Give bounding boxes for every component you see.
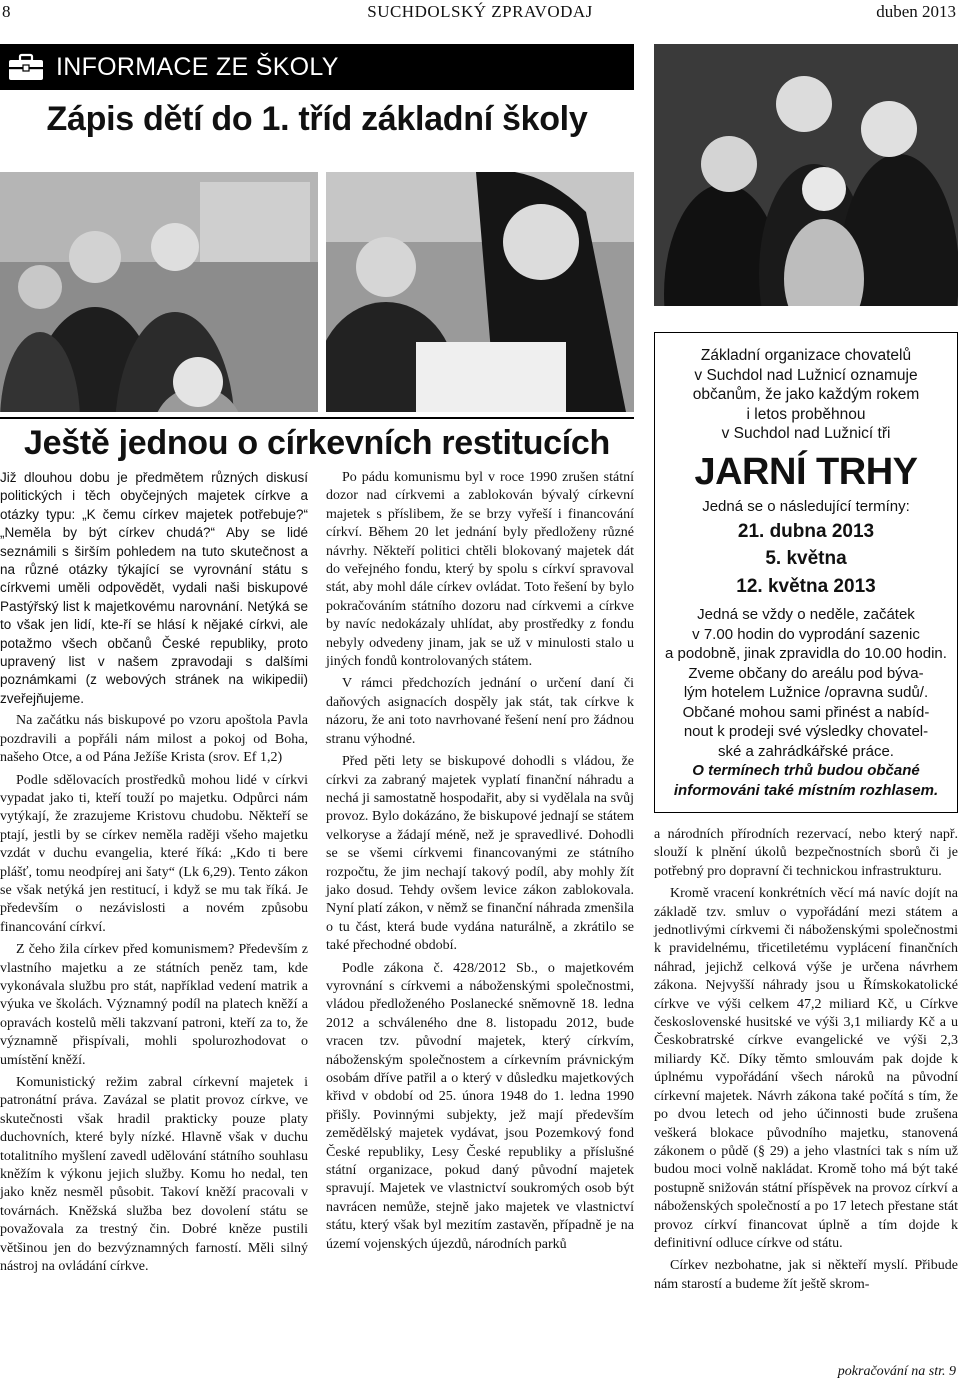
article-paragraph: a národních přírodních rezervací, nebo který např. slouží k plnění úkolů bezpečnostních sborů či je potřebný pro dopravní či technickou infrastrukturu.	[654, 827, 958, 879]
announcement-note-line: O termínech trhů budou občané	[692, 762, 920, 779]
announcement-intro	[655, 346, 957, 444]
market-date: 12. května 2013	[736, 576, 876, 597]
market-announcement-box	[654, 332, 958, 813]
announcement-detail-line: Jedná se vždy o neděle, začátek	[697, 606, 915, 623]
publication-title: SUCHDOLSKÝ ZPRAVODAJ	[367, 2, 593, 21]
article-column-3	[654, 826, 958, 1298]
page-number: 8	[2, 2, 11, 21]
article-paragraph: Již dlouhou dobu je předmětem různých diskusí politických i těch obyčejných majetek církve a otázky typu: „K čemu církev majetek potřebuje?“ „Neměla by být církev chudá?“ Aby se lidé seznámili s širším pohledem na tuto skutečnost a na různé otázky týkající se vyrovnání státu s církvemi uměli odpovědět, vydali naši biskupové Pastýřský list k majetkovému narovnání. Netýká se to však jen lidí, kte-ří se hlásí k nějaké církvi, ale potažmo všech občanů České republiky, proto upravený list v našem zpravodaji s dalšími poznámkami (z webových stránek na wikipedii) zveřejňujeme.	[0, 470, 308, 706]
article-title: Ještě jednou o církevních restitucích	[24, 424, 610, 462]
announcement-detail-line: nout k prodeji své výsledky chovatel-	[683, 723, 929, 740]
announcement-detail-line: lým hotelem Lužnice /opravna sudů/.	[683, 684, 929, 701]
announcement-note	[655, 761, 957, 800]
market-date: 21. dubna 2013	[737, 521, 875, 542]
section-divider	[0, 417, 634, 419]
announcement-intro-line: v Suchdol nad Lužnicí tři	[721, 425, 891, 442]
announcement-detail-line: ské a zahrádkářské práce.	[718, 742, 894, 760]
photo-image	[0, 172, 318, 412]
section-bar	[0, 44, 634, 90]
article-paragraph: Z čeho žila církev před komunismem? Především z vlastního majetku a ze státních peněz tam, kde vykonávala službu pro stát, například vedení matrik a výuka ve školách. Významný podíl na platech kněží a opravách kostelů měli takzvaní patroni, kteří za to, že významně přispívali, mohli spolurozhodovat o umístění kněží.	[0, 942, 308, 1068]
photo-girls-costumes-right	[654, 44, 958, 306]
photo-girls-drawing	[326, 172, 634, 412]
section-label: INFORMACE ZE ŠKOLY	[56, 53, 339, 81]
running-header	[0, 0, 960, 24]
continued-reference[interactable]: pokračování na str. 9	[837, 1364, 956, 1379]
announcement-intro-line: Základní organizace chovatelů	[700, 347, 912, 364]
announcement-intro-line: občanům, že jako každým rokem	[692, 386, 920, 403]
article-paragraph: Komunistický režim zabral církevní majetek i patronátní práva. Zavázal se platit provoz církve, ve skutečnosti však hradil prakticky pouze platy duchovních, které byly nízké. Hlavně však v duchu totalitního myšlení zavedl udělování státního souhlasu kněžím k výkonu jejich služby. Komu ho nedal, ten jako kněz nesměl působit. Takoví kněží pracovali v továrnách. Kněžská služba bez dovolení státu se považovala za trestný čin. Dobré kněze pustili většinou jen do bezvýznamných farností. Měli silný nástroj na ovládání církve.	[0, 1075, 308, 1275]
announcement-note-line: informováni také místním rozhlasem.	[673, 781, 939, 799]
announcement-intro-line: i letos proběhnou	[746, 405, 866, 423]
announcement-details	[655, 605, 957, 761]
photo-children-group-left	[0, 172, 318, 412]
announcement-intro-line: v Suchdol nad Lužnicí oznamuje	[694, 366, 918, 384]
announcement-detail-line: v 7.00 hodin do vyprodání sazenic	[692, 625, 920, 643]
article-paragraph: Podle zákona č. 428/2012 Sb., o majetkovém vyrovnání s církvemi a náboženskými společnostmi, vládou předloženého Poslanecké sněmovně 18. ledna 2012 a schváleného dne 8. listopadu 2012, bude vracen tzv. původní majetek, který církvím, náboženským společnostem a církevním právnickým osobám dříve patřil a o který v důsledku majetkových křivd v období od 25. února 1948 do 1. ledna 1990 přišly. Povinnými subjekty, jež mají především zemědělský majetek vydávat, jsou Pozemkový fond České republiky, Lesy České republiky a příslušné státní organizace, pokud daný původní majetek spravují. Majetek ve vlastnictví soukromých osob být navrácen nemůže, stejně jako majetek ve vlastnictví státu, který však byl mezitím zastavěn, případně je na území vojenských újezdů, národních parků	[326, 960, 634, 1252]
announcement-detail-line: Zveme občany do areálu pod býva-	[688, 664, 924, 682]
article-paragraph: Na začátku nás biskupové po vzoru apoštola Pavla pozdravili a popřáli nám milost a pokoj od Boha, našeho Otce, a od Pána Ježíše Krista (srov. Ef 1,2)	[0, 713, 308, 766]
announcement-title: JARNÍ TRHY	[694, 451, 918, 493]
article-paragraph: Podle sdělovacích prostředků mohou lidé v církvi vypadat jako ti, kteří touží po majetku. Odpůrci nám vytýkají, že zrazujeme Kristovu chudobu. Někteří se ptají, jestli by se církev neměla raději všeho majetku vzdát v duchu evangelia, které říká: „Kdo ti bere plášť, tomu neodpírej ani šaty“ (Lk 6,29). Tento zákon se však netýká jen restitucí, i když se mu tak říká. Je především o nezávislosti a novém způsobu financování církví.	[0, 772, 308, 935]
article-paragraph: Po pádu komunismu byl v roce 1990 zrušen státní dozor nad církvemi a zablokován bývalý církevní majetek s příslibem, že se brzy vyřeší i financování církví. Během 20 let jednání byly předloženy různé návrhy. Někteří politici chtěli blokovaný majetek dát do veřejného fondu, který by spolu s církví spravoval stát, aby mohl dále církev ovládat. Toto řešení by bylo pokračováním státního dozoru nad církvemi a církve by navíc nedokázaly uhlídat, aby prostředky z fondu nebyly odvedeny jinam, jak se už v minulosti stalo u jiných fondů kontrolovaných státem.	[326, 470, 634, 670]
market-date: 5. května	[765, 548, 847, 569]
announcement-subtitle: Jedná se o následující termíny:	[702, 498, 910, 515]
photo-image	[326, 172, 634, 412]
briefcase-icon	[8, 53, 44, 81]
article-paragraph: Před pěti lety se biskupové dohodli s vládou, že církvi za zabraný majetek vyplatí finanční náhradu a nechá ji samostatně hospodařit, aby si vydělala na svůj provoz. Bylo dokázáno, že biskupové jednají se státem velkoryse a žádají méně, než je spravedlivé. Dohodli se se všemi církvemi financovanými ze státního rozpočtu, že jim nechají takový podíl, aby mohly žít jako dosud. Tehdy ovšem levice zákon zablokovala. Nyní platí zákon, v němž se finanční náhrada zmenšila o tu část, která bude vydána naturálně, a zkrátilo se také přechodné období.	[326, 754, 634, 954]
article-column-2	[326, 469, 634, 1258]
issue-date: duben 2013	[876, 2, 956, 21]
school-headline: Zápis dětí do 1. tříd základní školy	[46, 100, 588, 138]
photo-image	[654, 44, 958, 306]
article-column-1	[0, 469, 308, 1280]
article-paragraph: V rámci předchozích jednání o určení daní či daňových asignacích dospěly jak stát, tak církve k názoru, že ani toto navrhované řešení není pro žádnou stranu výhodné.	[326, 676, 634, 747]
article-paragraph: Kromě vracení konkrétních věcí má navíc dojít na základě tzv. smluv o vypořádání mezi státem a jednotlivými církvemi či náboženskými společnostmi k pravidelnému, třicetiletému vyplácení finančních náhrad, jejichž celková výše je určena návrhem zákona. Nejvyšší náhrady jsou u Římskokatolické církve ve výši celkem 47,2 miliard Kč, u Církve československé husitské ve výši 3,1 miliardy Kč a u Českobratrské církve evangelické ve výši 2,3 miliardy Kč. Díky těmto smlouvám pak dojde k úplnému vypořádání všech nároků na původní církevní majetek. Návrh zákona také počítá s tím, že po dvou letech od jeho účinnosti bude zrušena veškerá blokace původního majetku, stanovená zákonem o půdě (§ 29) a jeho vlastníci tak s ním už budou moci volně nakládat. Kromě toho má být také postupně snižován státní příspěvek na provoz církví a náboženských společností a po 17 letech přestane stát provoz církví financovat úplně a tím dojde k definitivní odluce církve od státu.	[654, 886, 958, 1251]
announcement-detail-line: a podobně, jinak zpravidla do 10.00 hodin.	[665, 645, 947, 662]
announcement-detail-line: Občané mohou sami přinést a nabíd-	[682, 703, 930, 721]
article-paragraph: Církev nezbohatne, jak si někteří myslí. Přibude nám starostí a budeme žít ještě skrom-	[654, 1258, 958, 1292]
